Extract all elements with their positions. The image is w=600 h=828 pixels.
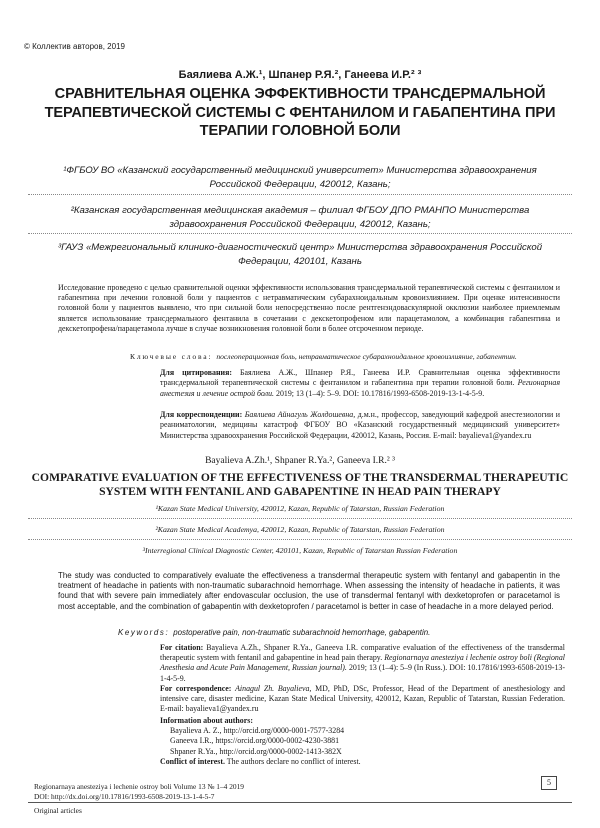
- affiliation-en-2: ²Kazan State Medical Academya, 420012, Kazan, Republic of Tatarstan, Russian Federation: [155, 525, 445, 534]
- keywords-label: Keywords:: [118, 628, 170, 637]
- correspondence-text: MD, PhD, DSc, Professor, Head of the Department of anesthesiology and intensive care, disaster medicine, Kazan State Medical University, 420012, Kazan, Republic of Tatarstan, Russian Federation. E-mail: bayalieva1@yandex.ru: [160, 684, 565, 714]
- authors-info: [160, 716, 565, 767]
- affiliation-ru-2: ²Казанская государственная медицинская академия – филиал ФГБОУ ДПО РМАНПО Министерства здравоохранения Российской Федерации, 420012, Казань;: [70, 205, 530, 230]
- correspondence-label: For correspondence:: [160, 684, 232, 693]
- citation-ru: [160, 368, 560, 399]
- orcid-link[interactable]: Ganeeva I.R., https://orcid.org/0000-0002-4230-3881: [170, 736, 340, 746]
- citation-text: Bayalieva A.Zh., Shpaner R.Ya., Ganeeva I.R. comparative evaluation of the effectiveness of the transdermal therapeutic system with fentanil and gabapentine in head pain therapy.: [160, 643, 565, 663]
- orcid-link[interactable]: Bayalieva A. Z., http://orcid.org/0000-0001-7577-3284: [170, 726, 345, 736]
- citation-en: [160, 643, 565, 684]
- conflict-of-interest: [160, 757, 565, 767]
- affiliation-ru-1: ¹ФГБОУ ВО «Казанский государственный медицинский университет» Министерства здравоохранения Российской Федерации, 420012, Казань;: [63, 165, 537, 190]
- citation-tail: 2019; 13 (1–4): 5–9. DOI: 10.17816/1993-6508-2019-13-1-4-5-9.: [276, 388, 485, 398]
- divider: [28, 233, 572, 234]
- conflict-label: Conflict of interest.: [160, 756, 225, 766]
- correspondence-name: Баялиева Айнагуль Жолдошевна,: [244, 410, 356, 419]
- citation-journal: Regionarnaya anesteziya i lechenie ostroy boli (Regional Anesthesia and Acute Pain Management, Russian journal).: [160, 653, 565, 673]
- citation-label: Для цитирования:: [160, 368, 232, 377]
- keywords-en: [118, 628, 568, 637]
- copyright-notice: © Коллектив авторов, 2019: [24, 42, 125, 51]
- correspondence-name: Ainagul Zh. Bayalieva,: [235, 684, 312, 693]
- authors-ru: Баялиева А.Ж.¹, Шпанер Р.Я.², Ганеева И.Р.² ³: [178, 69, 422, 81]
- orcid-link[interactable]: Shpaner R.Ya., http://orcid.org/0000-0002-1413-382X: [170, 746, 342, 756]
- footer-section: Original articles: [34, 806, 82, 815]
- divider: [28, 539, 572, 540]
- keywords-text: послеоперационная боль, нетравматическое субарахноидальное кровоизлияние, габапентин.: [216, 352, 517, 361]
- page-number: 5: [541, 776, 557, 790]
- abstract-en: The study was conducted to comparatively evaluate the effectiveness a transdermal therapeutic system with fentanyl and gabapentin in the treatment of headache in patients with non-traumatic subarachnoid hemorrhage. When assessing the intensity of headache in patients, it was found that with severe pain immediately after endovascular occlusion, the use of transdermal fentanyl with dexketoprofen or paracetamol is most acceptable, and the combination of gabapentin with dexketoprofen / paracetamol is better in case of headache in a more delayed period.: [58, 571, 560, 611]
- correspondence-text: д.м.н., профессор, заведующий кафедрой анестезиологии и реаниматологии, медицины катастроф ФГБОУ ВО «Казанский государственный медицинский университет» Министерства здравоохранения Российской Федерации, 420012, Казань, Россия. E-mail: bayalieva1@yandex.ru: [160, 410, 560, 440]
- correspondence-en: [160, 684, 565, 715]
- divider: [28, 518, 572, 519]
- footer-journal: Regionarnaya anesteziya i lechenie ostroy boli Volume 13 № 1–4 2019: [34, 782, 244, 791]
- abstract-ru: Исследование проведено с целью сравнительной оценки эффективности использования трансдермальной терапевтической системы с фентанилом и габапентина при лечении головной боли у пациентов с нетравматическим субарахноидальным кровоизлиянием. При оценке интенсивности головной боли у пациентов выявлено, что при сильной боли непосредственно после рентгенэндоваскулярной окклюзии наиболее приемлемым является использование трансдермального фентанила в сочетании с декскетопрофеном или парацетамолом, а комбинация габапентина и декскетопрофена/парацетамола лучше в случае возникновения головной боли в более отсроченном периоде.: [58, 283, 560, 333]
- keywords-label: Ключевые слова:: [130, 352, 213, 361]
- citation-text: Баялиева А.Ж., Шпанер Р.Я., Ганеева И.Р. Сравнительная оценка эффективности трансдермальной терапевтической системы с фентанилом и габапентина при терапии головной боли.: [160, 368, 560, 388]
- footer-rule: [28, 802, 572, 803]
- affiliation-ru-3: ³ГАУЗ «Межрегиональный клинико-диагностический центр» Министерства здравоохранения Российской Федерации, 420101, Казань: [57, 242, 543, 267]
- citation-tail: 2019; 13 (1–4): 5–9 (In Russ.). DOI: 10.17816/1993-6508-2019-13-1-4-5-9.: [160, 663, 565, 683]
- conflict-text: The authors declare no conflict of interest.: [226, 756, 361, 766]
- correspondence-ru: [160, 410, 560, 441]
- divider: [28, 194, 572, 195]
- article-title-en: COMPARATIVE EVALUATION OF THE EFFECTIVENESS OF THE TRANSDERMAL THERAPEUTIC SYSTEM WITH FENTANIL AND GABAPENTINE IN HEAD PAIN THERAPY: [31, 471, 569, 498]
- citation-journal: Регионарная анестезия и лечение острой боли.: [160, 378, 560, 398]
- footer-doi[interactable]: DOI: http://dx.doi.org/10.17816/1993-6508-2019-13-1-4-5-7: [34, 792, 215, 801]
- keywords-text: postoperative pain, non-traumatic subarachnoid hemorrhage, gabapentin.: [173, 628, 431, 637]
- authors-info-label: Information about authors:: [160, 716, 253, 725]
- keywords-ru: [130, 352, 570, 361]
- affiliation-en-1: ¹Kazan State Medical University, 420012, Kazan, Republic of Tatarstan, Russian Federation: [155, 504, 445, 513]
- affiliation-en-3: ³Interregional Clinical Diagnostic Center, 420101, Kazan, Republic of Tatarstan Russian Federation: [142, 546, 458, 555]
- authors-en: Bayalieva A.Zh.¹, Shpaner R.Ya.², Ganeeva I.R.² ³: [205, 456, 395, 466]
- correspondence-label: Для корреспонденции:: [160, 410, 243, 419]
- citation-label: For citation:: [160, 643, 204, 652]
- article-title-ru: СРАВНИТЕЛЬНАЯ ОЦЕНКА ЭФФЕКТИВНОСТИ ТРАНСДЕРМАЛЬНОЙ ТЕРАПЕВТИЧЕСКОЙ СИСТЕМЫ С ФЕНТАНИЛОМ И ГАБАПЕНТИНА ПРИ ТЕРАПИИ ГОЛОВНОЙ БОЛИ: [44, 86, 556, 139]
